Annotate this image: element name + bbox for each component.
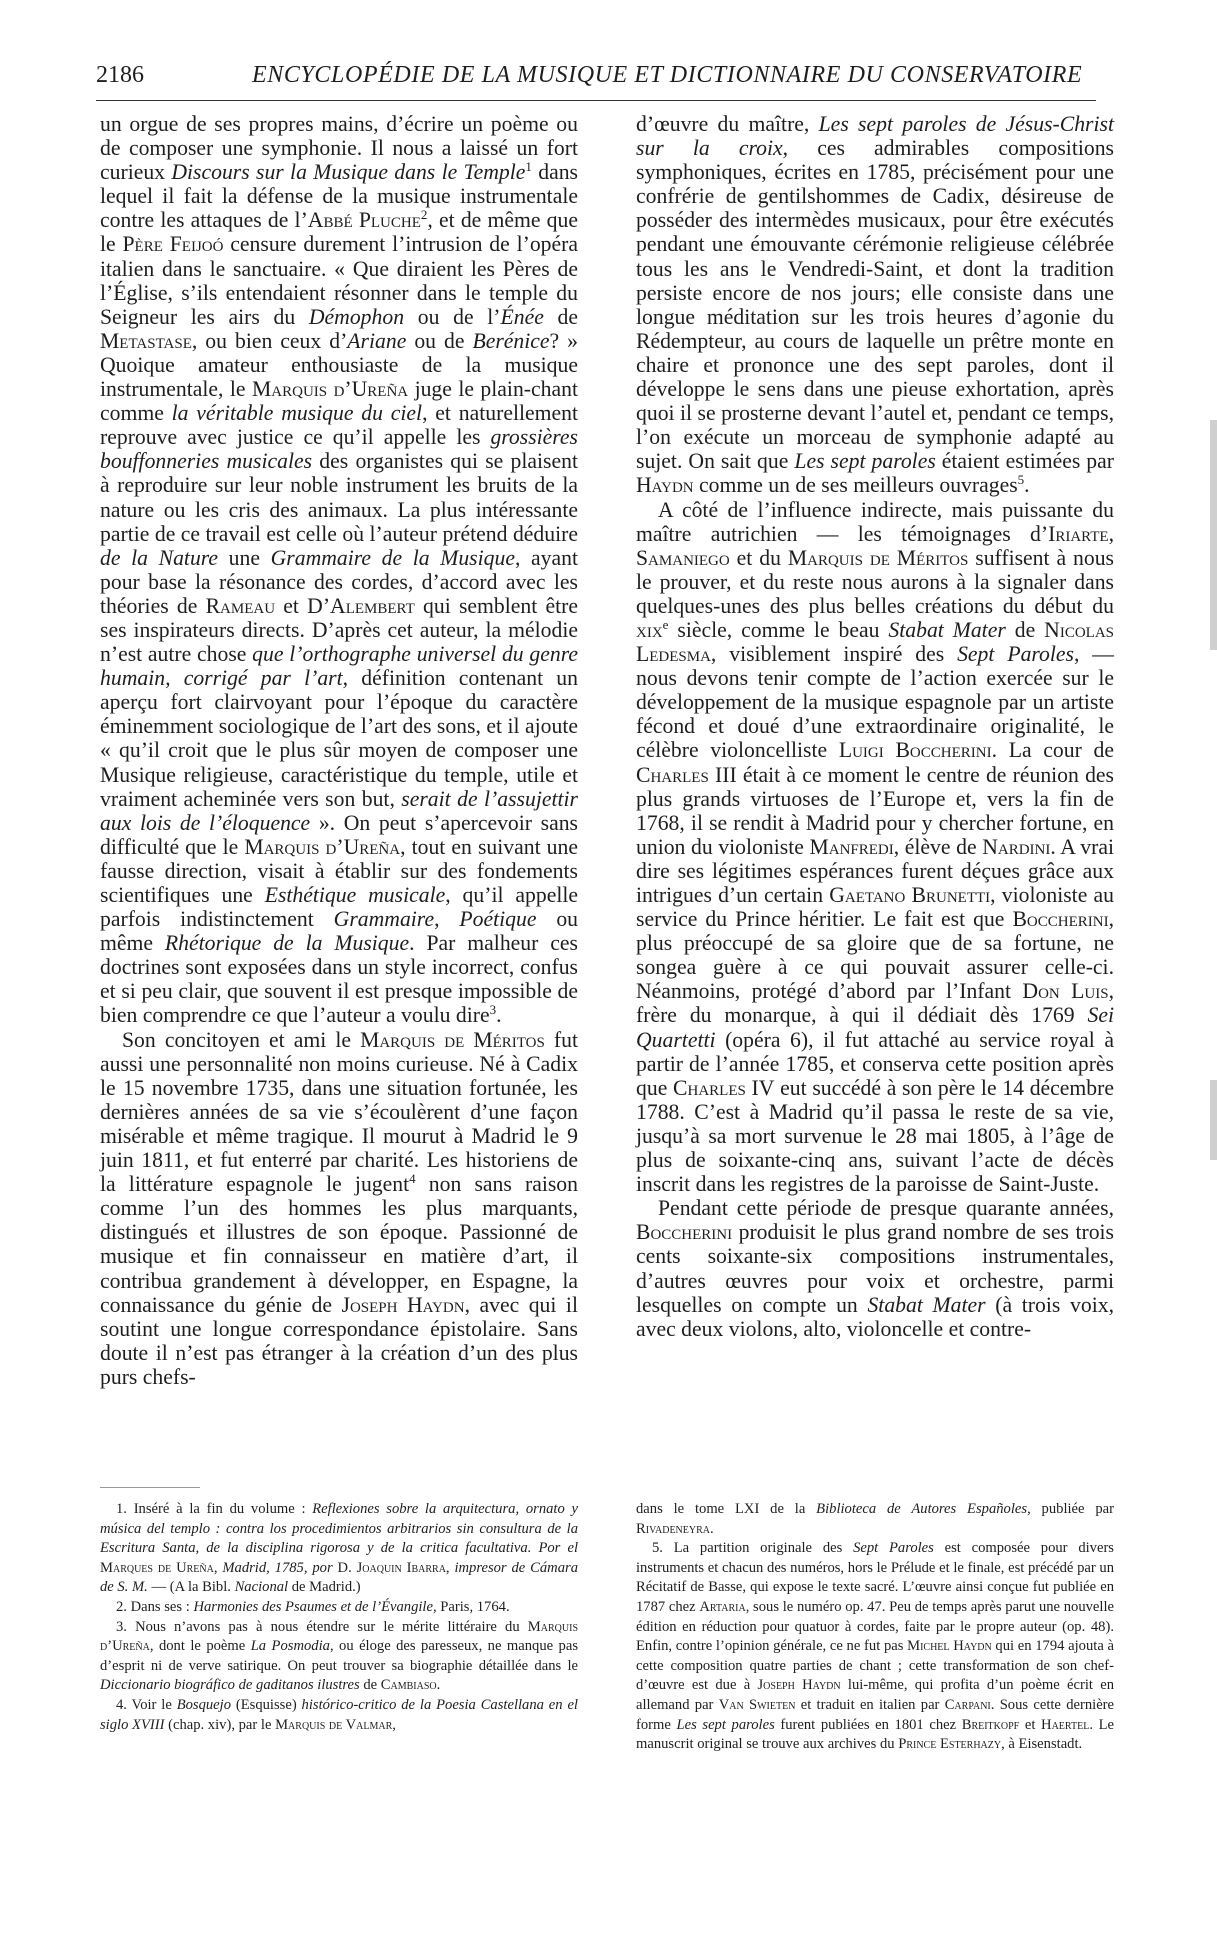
running-title: ENCYCLOPÉDIE DE LA MUSIQUE ET DICTIONNAIRE DU CONSERVATOIRE xyxy=(252,62,1083,88)
page-number: 2186 xyxy=(96,62,144,88)
footnote-4-continued: dans le tome LXI de la Biblioteca de Autores Españoles, publiée par Rivadeneyra. xyxy=(636,1501,1114,1537)
paragraph-ureña-discourse: un orgue de ses propres mains, d’écrire un poème ou de composer une symphonie. Il nous a laissé un fort curieux Discours sur la Musique dans le Temple$^1$ dans lequel il fait la défense de la musique instrumentale contre les attaques de l’Abbé Pluche$^2$, et de même que le Père Feijoó censure durement l’intrusion de l’opéra italien dans le sanctuaire. « Que diraient les Pères de l’Église, s’ils entendaient résonner dans le temple du Seigneur les airs du Démophon ou de l’Énée de Metastase, ou bien ceux d’Ariane ou de Berénice? » Quoique amateur enthousiaste de la musique instrumentale, le Marquis d’Ureña juge le plain-chant comme la véritable musique du ciel, et naturellement reprouve avec justice ce qu’il appelle les grossières bouffonneries musicales des organistes qui se plaisent à reproduire sur leur noble instrument les bruits de la nature ou les cris des animaux. La plus intéressante partie de ce travail est celle où l’auteur prétend déduire de la Nature une Grammaire de la Musique, ayant pour base la résonance des cordes, d’accord avec les théories de Rameau et D’Alembert qui semblent être ses inspirateurs directs. D’après cet auteur, la mélodie n’est autre chose que l’orthographe universel du genre humain, corrigé par l’art, définition contenant un aperçu fort clairvoyant pour l’époque du caractère éminemment sociologique de l’art des sons, et il ajoute « qu’il croit que le plus sûr moyen de composer une Musique religieuse, caractéristique du temple, utile et vraiment acheminée vers son but, serait de l’assujettir aux lois de l’éloquence ». On peut s’apercevoir sans difficulté que le Marquis d’Ureña, tout en suivant une fausse direction, visait à établir sur des fondements scientifiques une Esthétique musicale, qu’il appelle parfois indistinctement Grammaire, Poétique ou même Rhétorique de la Musique. Par malheur ces doctrines sont exposées dans un style incorrect, confus et si peu clair, que souvent il est presque impossible de bien comprendre ce que l’auteur a voulu dire$^3$. xyxy=(100,112,579,1028)
footnote-ref: 5 xyxy=(1017,472,1025,488)
page-edge-shadow xyxy=(1210,420,1217,650)
footnote-ref: 3 xyxy=(489,1002,497,1018)
right-text-column xyxy=(636,112,1114,1341)
footnote-divider xyxy=(100,1487,200,1488)
footnote-ref: 1 xyxy=(525,158,532,174)
footnotes-left xyxy=(100,1500,578,1735)
paragraph-boccherini: A côté de l’influence indirecte, mais puissante du maître autrichien — les témoignages d’Iriarte, Samaniego et du Marquis de Méritos suffisent à nous le prouver, et du reste nous aurons à la signaler dans quelques-unes des plus belles créations du début du xix$^e$ siècle, comme le beau Stabat Mater de Nicolas Ledesma, visiblement inspiré des Sept Paroles, — nous devons tenir compte de l’action exercée sur le développement de la musique espagnole par un artiste fécond et doué d’une extraordinaire originalité, le célèbre violoncelliste Luigi Boccherini. La cour de Charles III était à ce moment le centre de réunion des plus grands virtuoses de l’Europe et, vers la fin de 1768, il se rendit à Madrid pour y chercher fortune, en union du violoniste Manfredi, élève de Nardini. A vrai dire ses légitimes espérances furent déçues grâce aux intrigues d’un certain Gaetano Brunetti, violoniste au service du Prince héritier. Le fait est que Boccherini, plus préoccupé de sa gloire que de sa fortune, ne songea guère à ce qui pouvait assurer celle-ci. Néanmoins, protégé d’abord par l’Infant Don Luis, frère du monarque, à qui il dédiait dès 1769 Sei Quartetti (opéra 6), il fut attaché au service royal à partir de l’année 1785, et conserva cette position après que Charles IV eut succédé à son père le 14 décembre 1788. C’est à Madrid qu’il passa le reste de sa vie, jusqu’à sa mort survenue le 28 mai 1805, à l’âge de plus de soixante-cinq ans, suivant l’acte de décès inscrit dans les registres de la paroisse de Saint-Juste. xyxy=(636,497,1114,1197)
footnote-2: 2. Dans ses : Harmonies des Psaumes et de l’Évangile, Paris, 1764. xyxy=(116,1598,510,1615)
footnote-1: 1. Inséré à la fin du volume : Reflexiones sobre la arquitectura, ornato y música del templo : contra los procedimientos arbitrarios sin consultura de la Escritura Santa, de la disciplina rigorosa y de la critica facultativa. Por el Marques de Ureña, Madrid, 1785, por D. Joaquin Ibarra, impresor de Cámara de S. M. — (A la Bibl. Nacional de Madrid.) xyxy=(100,1501,578,1596)
footnote-4: 4. Voir le Bosquejo (Esquisse) histórico-critico de la Poesia Castellana en el siglo XVIII (chap. xiv), par le Marquis de Valmar, xyxy=(100,1696,578,1733)
footnote-3: 3. Nous n’avons pas à nous étendre sur le mérite littéraire du Marquis d’Ureña, dont le poème La Posmodia, ou éloge des paresseux, ne manque pas d’esprit ni de verve satirique. On peut trouver sa biographie détaillée dans le Diccionario biográfico de gaditanos ilustres de Cambiaso. xyxy=(100,1618,579,1694)
left-text-column xyxy=(100,112,578,1389)
page-edge-shadow xyxy=(1210,1080,1217,1160)
page-header xyxy=(96,60,1096,101)
paragraph-seven-words: d’œuvre du maître, Les sept paroles de Jésus-Christ sur la croix, ces admirables compositions symphoniques, écrites en 1785, précisément pour une confrérie de gentilshommes de Cadix, désireuse de posséder des intermèdes musicaux, pour être exécutés pendant une émouvante cérémonie religieuse célébrée tous les ans le Vendredi-Saint, et dont la tradition persiste encore de nos jours; elle consiste dans une longue méditation sur les trois heures d’agonie du Rédempteur, au cours de laquelle un prêtre monte en chaire et prononce une des sept paroles, dont il développe le sens dans une pieuse exhortation, après quoi il se prosterne devant l’autel et, pendant ce temps, l’on exécute un morceau de symphonie adapté au sujet. On sait que Les sept paroles étaient estimées par Haydn comme un de ses meilleurs ouvrages$^5$. xyxy=(636,112,1114,498)
paragraph-boccherini-works: Pendant cette période de presque quarante années, Boccherini produisit le plus grand nombre de ses trois cents soixante-six compositions instrumentales, d’autres œuvres pour voix et orchestre, parmi lesquelles on compte un Stabat Mater (à trois voix, avec deux violons, alto, violoncelle et contre- xyxy=(636,1196,1114,1341)
footnote-ref: 4 xyxy=(409,1170,416,1186)
footnote-5: 5. La partition originale des Sept Paroles est composée pour divers instruments et chacun des numéros, hors le Prélude et le finale, est précédé par un Récitatif de Basse, qui expose le texte sacré. L’œuvre ainsi conçue fut publiée en 1787 chez Artaria, sous le numéro op. 47. Peu de temps après parut une nouvelle édition en réduction pour quatuor à cordes, faite par le propre auteur (op. 48). Enfin, contre l’opinion générale, ce ne fut pas Michel Haydn qui en 1794 ajouta à cette composition quatre parties de chant ; cette transformation de son chef-d’œuvre est due à Joseph Haydn lui-même, qui profita d’un poème écrit en allemand par Van Swieten et traduit en italien par Carpani. Sous cette dernière forme Les sept paroles furent publiées en 1801 chez Breitkopf et Haertel. Le manuscrit original se trouve aux archives du Prince Esterhazy, à Eisenstadt. xyxy=(636,1540,1115,1753)
paragraph-meritos: Son concitoyen et ami le Marquis de Méritos fut aussi une personnalité non moins curieuse. Né à Cadix le 15 novembre 1735, dans une situation fortunée, les dernières années de sa vie s’écoulèrent d’une façon misérable et même tragique. Il mourut à Madrid le 9 juin 1811, et fut enterré par charité. Les historiens de la littérature espagnole le jugent$^4$ non sans raison comme l’un des hommes les plus marquants, distingués et illustres de son époque. Passionné de musique et fin connaisseur en matière d’art, il contribua grandement à développer, en Espagne, la connaissance du génie de Joseph Haydn, avec qui il soutint une longue correspondance épistolaire. Sans doute il n’est pas étranger à la création d’un des plus purs chefs- xyxy=(100,1027,578,1389)
footnotes-right xyxy=(636,1500,1114,1755)
footnote-ref: 2 xyxy=(420,207,428,223)
